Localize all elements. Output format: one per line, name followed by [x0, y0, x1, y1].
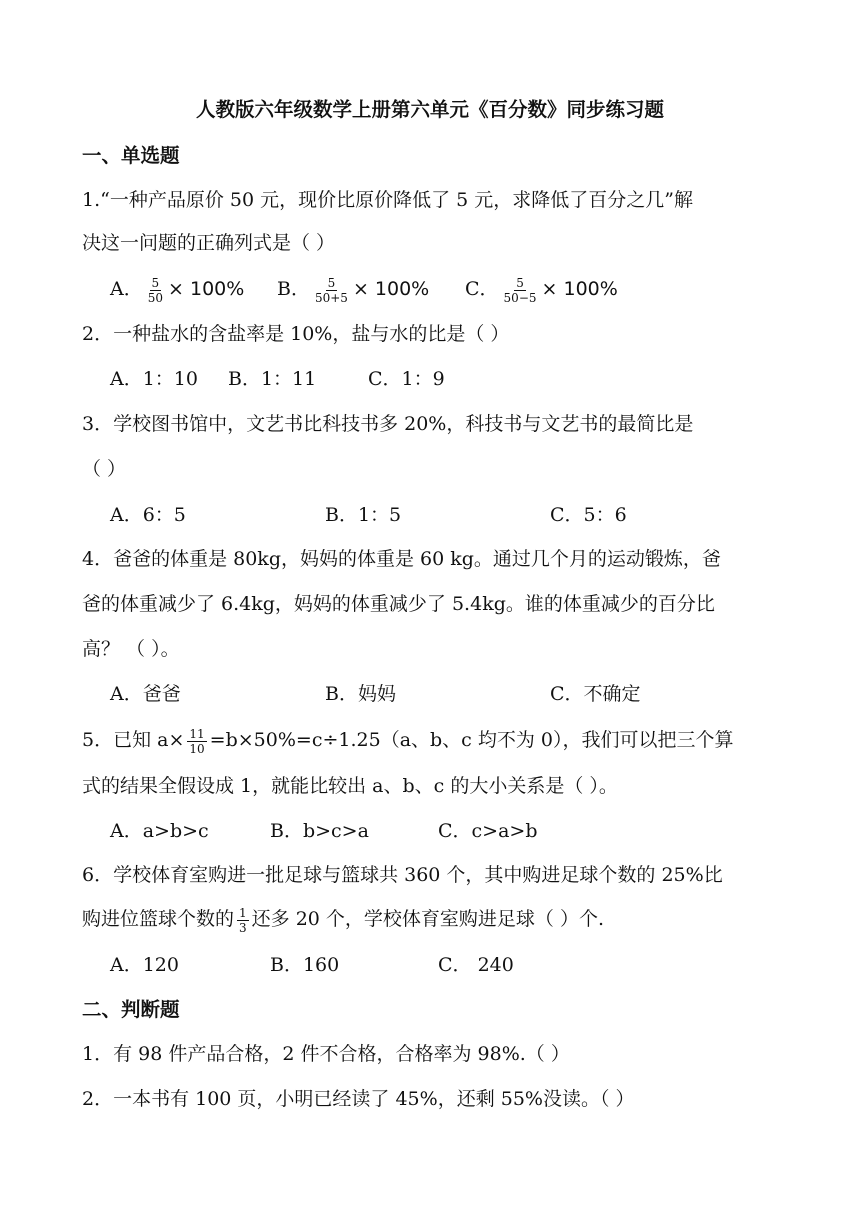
question-4-option-c: C．不确定: [550, 683, 641, 705]
fraction: $\frac{11}{10}$: [189, 726, 205, 756]
question-5-option-b: B．b>c>a: [270, 820, 369, 842]
fraction: $\frac{5}{50}$: [147, 275, 164, 305]
question-2-option-a: A．1：10: [110, 368, 198, 390]
question-4-option-a: A．爸爸: [110, 683, 181, 705]
question-5-line-2: 式的结果全假设成 1，就能比较出 a、b、c 的大小关系是（ ）。: [82, 775, 618, 797]
question-1-option-c: C． $\frac{5}{50-5}$ × 100%: [465, 275, 618, 305]
judge-question-1: 1．有 98 件产品合格，2 件不合格，合格率为 98%.（ ）: [82, 1043, 570, 1065]
question-2-option-c: C．1：9: [368, 368, 445, 390]
fraction: $\frac{5}{50-5}$: [503, 275, 537, 305]
section-heading-true-false: 二、判断题: [82, 998, 180, 1021]
question-4-option-b: B．妈妈: [325, 683, 396, 705]
fraction: $\frac{5}{50+5}$: [314, 275, 348, 305]
question-3-option-a: A．6：5: [110, 504, 186, 526]
question-3-option-c: C．5：6: [550, 504, 627, 526]
question-1-option-a: A． $\frac{5}{50}$ × 100%: [110, 275, 245, 305]
section-heading-single-choice: 一、单选题: [82, 144, 180, 167]
question-2-line-1: 2．一种盐水的含盐率是 10%，盐与水的比是（ ）: [82, 323, 510, 345]
question-4-line-3: 高？ （ ）。: [82, 638, 180, 660]
fraction: $\frac{1}{3}$: [239, 905, 247, 935]
question-3-option-b: B．1：5: [325, 504, 402, 526]
question-6-option-b: B．160: [270, 954, 340, 976]
question-1-line-2: 决这一问题的正确列式是（ ）: [82, 232, 336, 254]
question-6-line-1: 6．学校体育室购进一批足球与篮球共 360 个，其中购进足球个数的 25%比: [82, 864, 723, 886]
question-6-option-a: A．120: [110, 954, 179, 976]
question-6-option-c: C． 240: [438, 954, 514, 976]
question-4-line-1: 4．爸爸的体重是 80kg，妈妈的体重是 60 kg。通过几个月的运动锻炼，爸: [82, 548, 721, 570]
question-4-line-2: 爸的体重减少了 6.4kg，妈妈的体重减少了 5.4kg。谁的体重减少的百分比: [82, 593, 715, 615]
question-1-line-1: 1.“一种产品原价 50 元，现价比原价降低了 5 元，求降低了百分之几”解: [82, 189, 693, 211]
question-5-option-a: A．a>b>c: [110, 820, 209, 842]
question-6-line-2: 购进位篮球个数的 $\frac{1}{3}$ 还多 20 个，学校体育室购进足球（ ）个.: [82, 905, 604, 935]
page-title: 人教版六年级数学上册第六单元《百分数》同步练习题: [195, 98, 664, 121]
question-5-line-1: 5．已知 a× $\frac{11}{10}$ =b×50%=c÷1.25（a、b、c 均不为 0），我们可以把三个算: [82, 726, 734, 756]
question-3-line-2: （ ）: [82, 458, 127, 480]
question-3-line-1: 3．学校图书馆中，文艺书比科技书多 20%，科技书与文艺书的最简比是: [82, 413, 694, 435]
question-1-option-b: B． $\frac{5}{50+5}$ × 100%: [277, 275, 430, 305]
question-5-option-c: C．c>a>b: [438, 820, 538, 842]
judge-question-2: 2．一本书有 100 页，小明已经读了 45%，还剩 55%没读。（ ）: [82, 1088, 635, 1110]
question-2-option-b: B．1：11: [228, 368, 317, 390]
